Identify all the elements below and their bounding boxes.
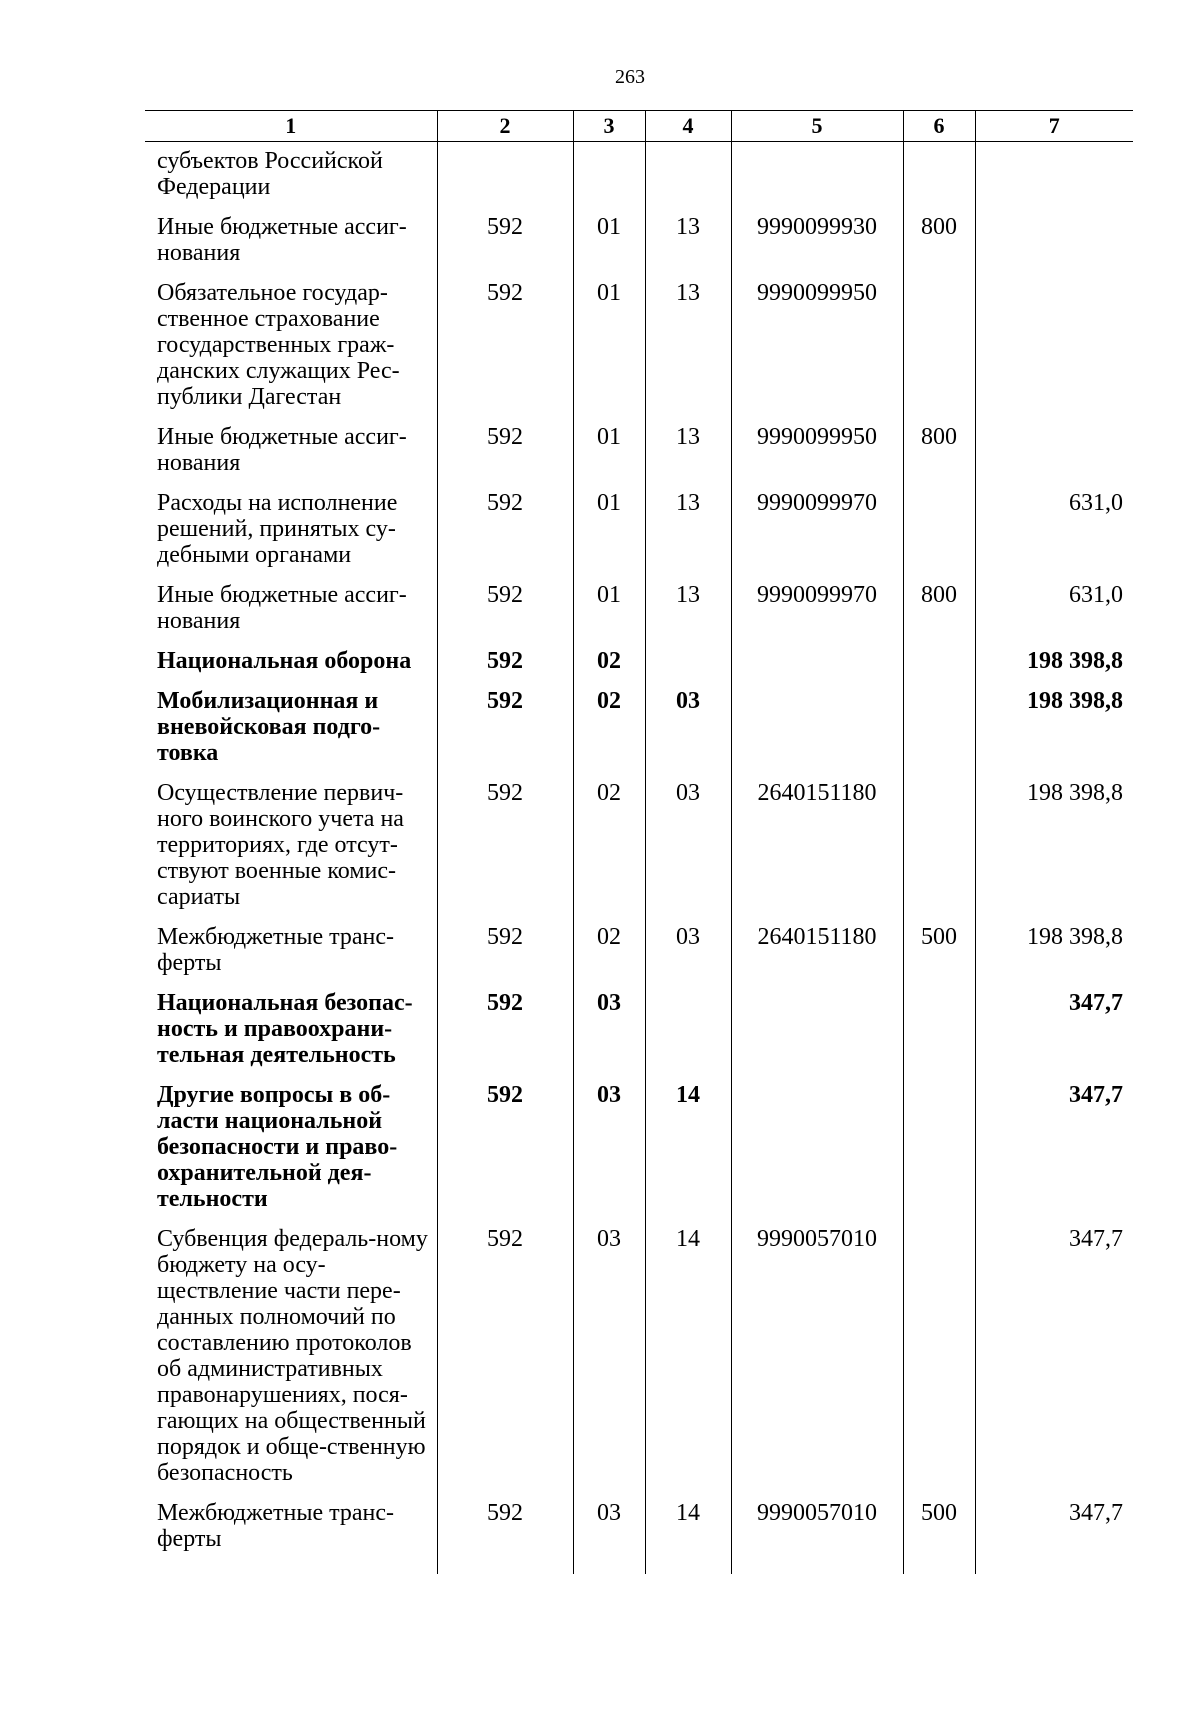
target-article-code — [731, 684, 903, 776]
ministry-code: 592 — [437, 420, 573, 486]
subsection-code: 14 — [645, 1078, 731, 1222]
subsection-code: 03 — [645, 684, 731, 776]
table-row — [145, 684, 1133, 776]
expense-type-code — [903, 486, 975, 578]
table-row — [145, 1222, 1133, 1496]
ministry-code: 592 — [437, 986, 573, 1078]
subsection-code: 13 — [645, 578, 731, 644]
expense-type-code: 800 — [903, 420, 975, 486]
ministry-code: 592 — [437, 1496, 573, 1574]
row-name: Межбюджетные транс-ферты — [157, 1500, 395, 1552]
target-article-code — [731, 1078, 903, 1222]
target-article-code: 2640151180 — [731, 920, 903, 986]
row-name: Иные бюджетные ассиг-нования — [157, 424, 407, 476]
table-row — [145, 578, 1133, 644]
ministry-code: 592 — [437, 1078, 573, 1222]
section-code: 03 — [573, 1078, 645, 1222]
amount: 198 398,8 — [975, 776, 1133, 920]
ministry-code: 592 — [437, 920, 573, 986]
ministry-code: 592 — [437, 1222, 573, 1496]
table-header-row — [145, 111, 1133, 142]
subsection-code: 13 — [645, 486, 731, 578]
subsection-code: 13 — [645, 210, 731, 276]
row-name: Мобилизационная и вневойсковая подго-товка — [157, 688, 381, 766]
ministry-code: 592 — [437, 684, 573, 776]
section-code: 02 — [573, 684, 645, 776]
section-code: 01 — [573, 276, 645, 420]
amount: 347,7 — [975, 1496, 1133, 1574]
amount: 631,0 — [975, 578, 1133, 644]
expense-type-code — [903, 276, 975, 420]
target-article-code — [731, 644, 903, 684]
expense-type-code — [903, 1222, 975, 1496]
column-header-7: 7 — [975, 111, 1133, 142]
section-code: 01 — [573, 578, 645, 644]
row-name: Национальная оборона — [157, 648, 412, 674]
amount: 347,7 — [975, 1078, 1133, 1222]
subsection-code: 14 — [645, 1496, 731, 1574]
table-row — [145, 920, 1133, 986]
row-name: Расходы на исполнение решений, принятых су-дебными органами — [157, 490, 398, 568]
page-number: 263 — [615, 66, 645, 88]
table-row — [145, 276, 1133, 420]
target-article-code — [731, 142, 903, 211]
row-name: Иные бюджетные ассиг-нования — [157, 214, 407, 266]
target-article-code: 9990099950 — [731, 420, 903, 486]
section-code: 02 — [573, 644, 645, 684]
budget-table — [145, 110, 1133, 1574]
section-code: 03 — [573, 1496, 645, 1574]
subsection-code: 03 — [645, 776, 731, 920]
target-article-code: 9990057010 — [731, 1222, 903, 1496]
amount: 198 398,8 — [975, 644, 1133, 684]
column-header-2: 2 — [437, 111, 573, 142]
amount — [975, 142, 1133, 211]
subsection-code — [645, 142, 731, 211]
expense-type-code: 800 — [903, 578, 975, 644]
row-name: Субвенция федераль-ному бюджету на осу-ществление части пере-данных полномочий по составлению протоколов об административных правонарушениях, пося-гающих на общественный порядок и обще-ственную безопасность — [157, 1226, 428, 1486]
subsection-code: 14 — [645, 1222, 731, 1496]
expense-type-code — [903, 142, 975, 211]
target-article-code — [731, 986, 903, 1078]
amount: 198 398,8 — [975, 684, 1133, 776]
table-row — [145, 1496, 1133, 1574]
amount — [975, 276, 1133, 420]
expense-type-code — [903, 1078, 975, 1222]
row-name: субъектов Российской Федерации — [157, 148, 383, 200]
section-code: 01 — [573, 210, 645, 276]
amount — [975, 420, 1133, 486]
target-article-code: 9990099950 — [731, 276, 903, 420]
row-name: Межбюджетные транс-ферты — [157, 924, 395, 976]
section-code: 02 — [573, 776, 645, 920]
ministry-code: 592 — [437, 578, 573, 644]
section-code: 03 — [573, 1222, 645, 1496]
table-row — [145, 644, 1133, 684]
target-article-code: 9990099970 — [731, 486, 903, 578]
row-name: Национальная безопас-ность и правоохрани-тельная деятельность — [157, 990, 413, 1068]
section-code: 02 — [573, 920, 645, 986]
section-code: 03 — [573, 986, 645, 1078]
ministry-code: 592 — [437, 776, 573, 920]
table-row — [145, 986, 1133, 1078]
ministry-code: 592 — [437, 644, 573, 684]
expense-type-code — [903, 644, 975, 684]
expense-type-code — [903, 684, 975, 776]
table-row — [145, 420, 1133, 486]
subsection-code: 13 — [645, 420, 731, 486]
expense-type-code: 800 — [903, 210, 975, 276]
row-name: Иные бюджетные ассиг-нования — [157, 582, 407, 634]
subsection-code: 13 — [645, 276, 731, 420]
expense-type-code: 500 — [903, 920, 975, 986]
amount: 631,0 — [975, 486, 1133, 578]
column-header-5: 5 — [731, 111, 903, 142]
expense-type-code — [903, 986, 975, 1078]
amount: 347,7 — [975, 1222, 1133, 1496]
expense-type-code — [903, 776, 975, 920]
row-name: Осуществление первич-ного воинского учета на территориях, где отсут-ствуют военные комис-сариаты — [157, 780, 404, 910]
table-row — [145, 142, 1133, 211]
column-header-1: 1 — [145, 111, 437, 142]
section-code — [573, 142, 645, 211]
target-article-code: 9990099930 — [731, 210, 903, 276]
subsection-code: 03 — [645, 920, 731, 986]
expense-type-code: 500 — [903, 1496, 975, 1574]
amount — [975, 210, 1133, 276]
subsection-code — [645, 644, 731, 684]
amount: 198 398,8 — [975, 920, 1133, 986]
target-article-code: 9990099970 — [731, 578, 903, 644]
table-row — [145, 776, 1133, 920]
column-header-4: 4 — [645, 111, 731, 142]
subsection-code — [645, 986, 731, 1078]
ministry-code — [437, 142, 573, 211]
column-header-3: 3 — [573, 111, 645, 142]
ministry-code: 592 — [437, 486, 573, 578]
target-article-code: 9990057010 — [731, 1496, 903, 1574]
ministry-code: 592 — [437, 210, 573, 276]
row-name: Другие вопросы в об-ласти национальной безопасности и право-охранительной дея-тельности — [157, 1082, 398, 1212]
table-row — [145, 210, 1133, 276]
row-name: Обязательное государ-ственное страхование государственных граж-данских служащих Рес-публики Дагестан — [157, 280, 400, 410]
table-row — [145, 1078, 1133, 1222]
column-header-6: 6 — [903, 111, 975, 142]
section-code: 01 — [573, 486, 645, 578]
section-code: 01 — [573, 420, 645, 486]
target-article-code: 2640151180 — [731, 776, 903, 920]
table-row — [145, 486, 1133, 578]
ministry-code: 592 — [437, 276, 573, 420]
amount: 347,7 — [975, 986, 1133, 1078]
